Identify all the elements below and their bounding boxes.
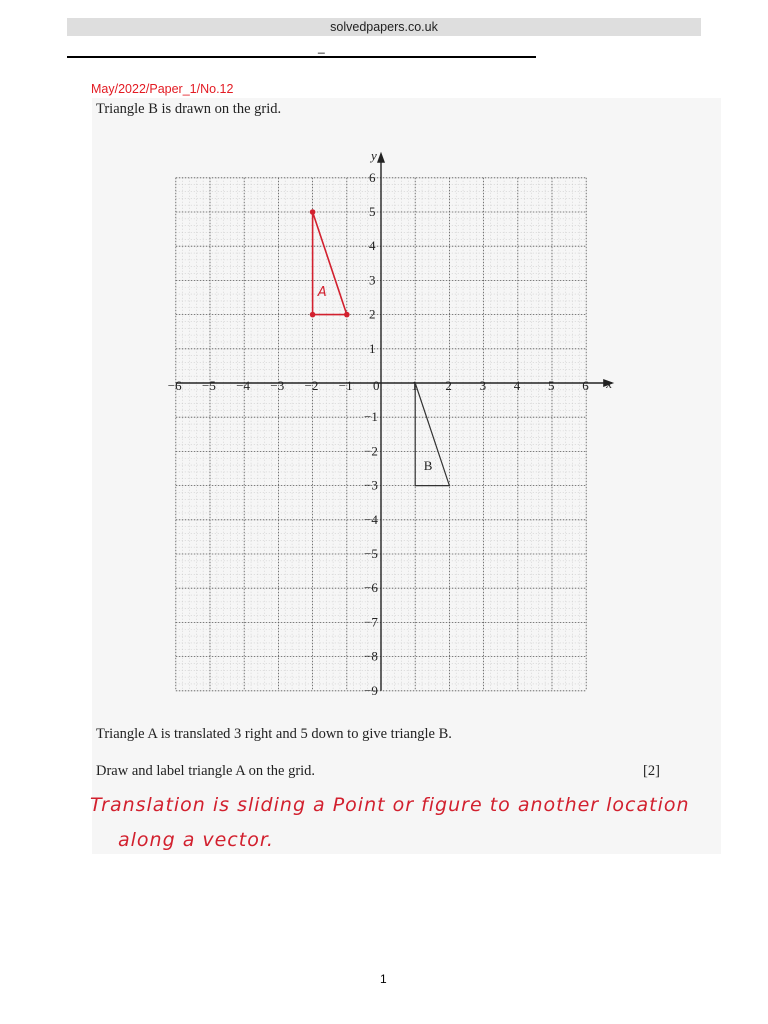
site-name: solvedpapers.co.uk bbox=[330, 20, 438, 34]
header-underscore: _ bbox=[318, 40, 325, 54]
handwritten-note-line-2: along a vector. bbox=[118, 829, 274, 851]
grid-tick-labels bbox=[168, 170, 589, 698]
y-tick-label: 4 bbox=[369, 238, 376, 254]
x-tick-label: 0 bbox=[373, 378, 380, 393]
triangle-b-label: B bbox=[423, 458, 433, 474]
x-tick-label: −5 bbox=[202, 378, 216, 393]
question-intro: Triangle B is drawn on the grid. bbox=[96, 101, 282, 117]
grid-triangles bbox=[310, 209, 450, 485]
x-tick-label: −2 bbox=[304, 378, 319, 393]
y-tick-label: −1 bbox=[364, 409, 378, 425]
x-axis-label: x bbox=[606, 376, 612, 391]
y-tick-label: −9 bbox=[364, 682, 378, 698]
x-tick-label: 5 bbox=[548, 378, 555, 393]
x-tick-label: 1 bbox=[411, 378, 418, 393]
question-marks: [2] bbox=[643, 763, 660, 779]
y-tick-label: −6 bbox=[364, 580, 378, 596]
y-tick-label: 2 bbox=[369, 306, 376, 322]
x-tick-label: −6 bbox=[167, 378, 182, 393]
y-axis-label: y bbox=[371, 147, 377, 163]
y-tick-label: −7 bbox=[364, 614, 378, 630]
y-tick-label: −3 bbox=[364, 477, 378, 493]
page-number: 1 bbox=[380, 972, 387, 986]
paper-reference: May/2022/Paper_1/No.12 bbox=[91, 82, 234, 96]
y-tick-label: −2 bbox=[364, 443, 378, 459]
x-tick-label: 6 bbox=[582, 378, 589, 393]
triangle-a-vertex bbox=[310, 209, 316, 215]
grid-axes bbox=[176, 148, 614, 691]
handwritten-note-line-1: Translation is sliding a Point or figure to another location bbox=[90, 794, 690, 816]
x-tick-label: −1 bbox=[338, 378, 353, 393]
y-tick-label: 6 bbox=[369, 169, 376, 185]
y-tick-label: −8 bbox=[364, 648, 378, 664]
x-tick-label: 3 bbox=[479, 378, 487, 393]
x-tick-label: −4 bbox=[236, 378, 251, 393]
question-line-2: Draw and label triangle A on the grid. bbox=[96, 763, 316, 779]
x-tick-label: 2 bbox=[445, 378, 452, 393]
triangle-a-vertex bbox=[310, 312, 316, 318]
question-line-1: Triangle A is translated 3 right and 5 down to give triangle B. bbox=[96, 726, 452, 742]
triangle-a-vertex bbox=[344, 312, 350, 318]
y-tick-label: 3 bbox=[369, 272, 376, 288]
triangle-a-label: A bbox=[317, 284, 327, 300]
y-tick-label: −5 bbox=[364, 546, 378, 561]
y-tick-label: 5 bbox=[369, 204, 376, 219]
x-tick-label: −3 bbox=[270, 378, 285, 393]
y-tick-label: 1 bbox=[369, 340, 376, 356]
y-axis-arrow bbox=[377, 152, 385, 163]
y-tick-label: −4 bbox=[364, 511, 378, 527]
x-tick-label: 4 bbox=[513, 378, 521, 393]
